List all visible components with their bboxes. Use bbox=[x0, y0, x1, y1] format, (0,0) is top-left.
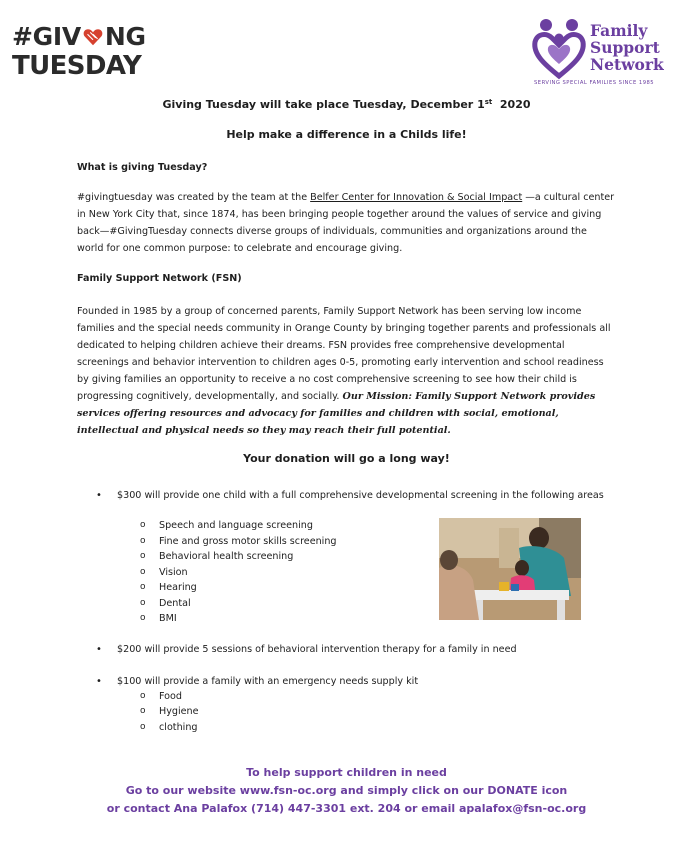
sub-bullet-icon: o bbox=[140, 551, 146, 561]
area-item-label: Speech and language screening bbox=[159, 520, 313, 531]
kit-item-label: Food bbox=[159, 691, 183, 702]
sub-bullet-icon: o bbox=[140, 567, 146, 577]
what-is-heading: What is giving Tuesday? bbox=[77, 162, 208, 173]
fsn-name-line3: Network bbox=[590, 55, 664, 74]
belfer-center-link[interactable]: Belfer Center for Innovation & Social Impact bbox=[310, 192, 523, 203]
area-item-label: Behavioral health screening bbox=[159, 551, 294, 562]
fsn-tagline: SERVING SPECIAL FAMILIES SINCE 1985 bbox=[534, 80, 655, 86]
sub-bullet-icon: o bbox=[140, 706, 146, 716]
title-year: 2020 bbox=[492, 98, 531, 111]
heart-icon bbox=[82, 26, 104, 48]
footer-line-website[interactable]: Go to our website www.fsn-oc.org and simply click on our DONATE icon bbox=[125, 784, 568, 797]
sub-bullet-icon: o bbox=[140, 520, 146, 530]
fsn-mission: Our Mission: Family Support Network provides services offering resources and advocacy for families and children with social, emotional, intellectual and physical needs so they may reach their full potential. bbox=[77, 391, 596, 436]
kit-item-label: clothing bbox=[159, 722, 198, 733]
fsn-name-line2: Support bbox=[590, 38, 660, 57]
what-is-text-2: —a cultural center in New York City that, since 1874, has been bringing people together around the values of service and giving back—#GivingTuesday connects diverse groups of individuals, communities and organizations around the world for one common purpose: to celebrate and encourage giving. bbox=[77, 192, 615, 254]
giving-tuesday-logo bbox=[12, 24, 162, 79]
sub-bullet-icon: o bbox=[140, 582, 146, 592]
area-item-label: Dental bbox=[159, 598, 191, 609]
page-subtitle: Help make a difference in a Childs life! bbox=[226, 128, 467, 141]
sub-bullet-icon: o bbox=[140, 536, 146, 546]
donation-100-text: $100 will provide a family with an emergency needs supply kit bbox=[117, 676, 419, 687]
bullet-icon: • bbox=[96, 490, 102, 501]
footer-line-support: To help support children in need bbox=[246, 766, 447, 779]
fsn-logo bbox=[530, 12, 680, 92]
sub-bullet-icon: o bbox=[140, 613, 146, 623]
area-item-label: Vision bbox=[159, 567, 188, 578]
fsn-description: Founded in 1985 by a group of concerned parents, Family Support Network has been serving low income families and the special needs community in Orange County by bringing together parents and professionals all dedicated to helping children achieve their dreams. FSN provides free comprehensive developmental screenings and behavior intervention to children ages 0-5, promoting early intervention and school readiness by giving families an opportunity to receive a no cost comprehensive screening to see how their child is progressing cognitively, developmentally, and socially. bbox=[77, 306, 611, 402]
fsn-logo-name bbox=[590, 22, 664, 73]
giving-tuesday-logo-line1 bbox=[12, 24, 162, 49]
donation-200-text: $200 will provide 5 sessions of behavioral intervention therapy for a family in need bbox=[117, 644, 517, 655]
fsn-paragraph bbox=[77, 303, 615, 439]
sub-bullet-icon: o bbox=[140, 691, 146, 701]
family-hearts-icon bbox=[530, 16, 588, 80]
bullet-icon: • bbox=[96, 676, 102, 687]
fsn-heading: Family Support Network (FSN) bbox=[77, 273, 242, 284]
sub-bullet-icon: o bbox=[140, 598, 146, 608]
sub-bullet-icon: o bbox=[140, 722, 146, 732]
fsn-name-line1: Family bbox=[590, 21, 648, 40]
giving-logo-text-end: NG bbox=[104, 22, 146, 51]
area-item-label: Fine and gross motor skills screening bbox=[159, 536, 337, 547]
title-superscript: st bbox=[484, 98, 493, 106]
kit-item-label: Hygiene bbox=[159, 706, 199, 717]
donation-300-text: $300 will provide one child with a full comprehensive developmental screening in the following areas bbox=[117, 490, 604, 501]
footer-line-contact[interactable]: or contact Ana Palafox (714) 447-3301 ext. 204 or email apalafox@fsn-oc.org bbox=[106, 802, 587, 815]
page-title bbox=[0, 98, 693, 111]
area-item-label: BMI bbox=[159, 613, 177, 624]
what-is-text-1: #givingtuesday was created by the team at the bbox=[77, 192, 311, 203]
child-screening-photo bbox=[439, 518, 581, 620]
area-item-label: Hearing bbox=[159, 582, 197, 593]
what-is-paragraph bbox=[77, 189, 615, 257]
giving-tuesday-logo-line2: TUESDAY bbox=[12, 51, 142, 81]
bullet-icon: • bbox=[96, 644, 102, 655]
giving-logo-text-start: #GIV bbox=[12, 22, 81, 51]
title-main: Giving Tuesday will take place Tuesday, December 1 bbox=[162, 98, 485, 111]
donation-heading: Your donation will go a long way! bbox=[243, 452, 450, 465]
